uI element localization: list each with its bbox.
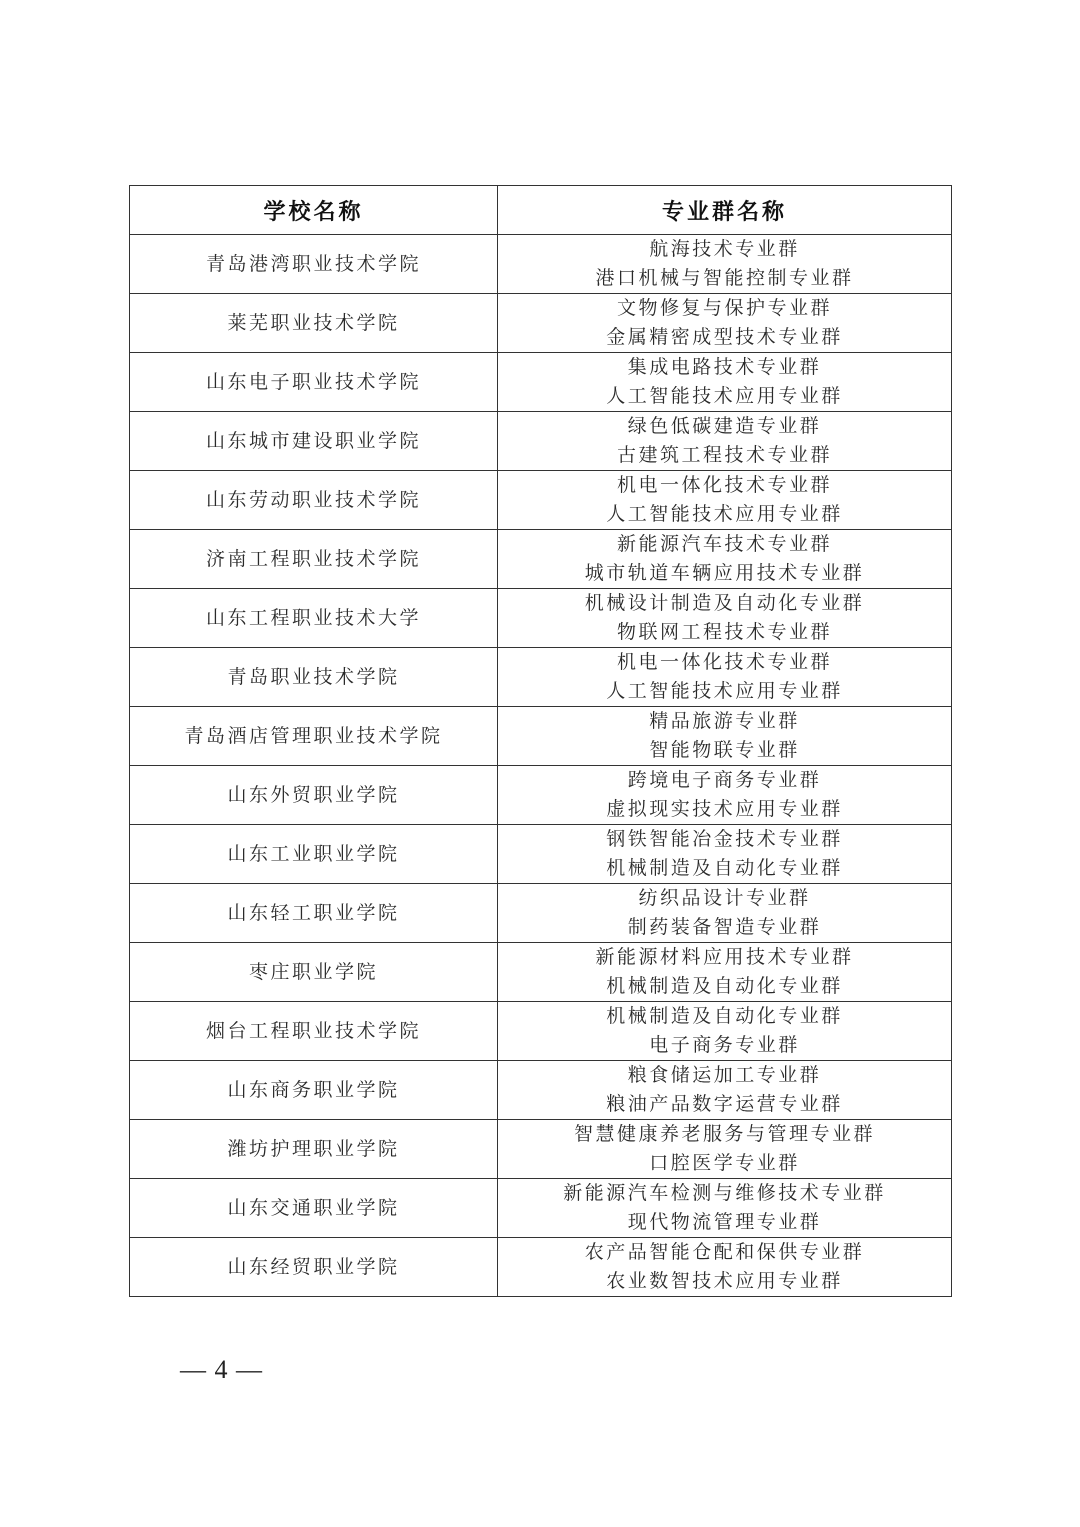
school-name-cell: 潍坊护理职业学院 (130, 1120, 498, 1179)
school-name-cell: 枣庄职业学院 (130, 943, 498, 1002)
school-group-table (129, 185, 952, 1297)
group-name-line: 纺织品设计专业群 (638, 887, 811, 909)
table-row (130, 235, 952, 294)
table-row (130, 1120, 952, 1179)
school-name-cell: 山东经贸职业学院 (130, 1238, 498, 1297)
group-name-line: 航海技术专业群 (649, 238, 800, 260)
group-name-cell (498, 766, 952, 825)
group-name-line: 人工智能技术应用专业群 (606, 385, 843, 407)
group-name-line: 新能源汽车检测与维修技术专业群 (563, 1182, 886, 1204)
group-name-line: 机电一体化技术专业群 (616, 651, 832, 673)
group-name-line: 金属精密成型技术专业群 (606, 326, 843, 348)
group-name-cell (498, 294, 952, 353)
group-name-line: 机电一体化技术专业群 (616, 474, 832, 496)
table-row (130, 707, 952, 766)
group-name-cell (498, 707, 952, 766)
group-name-line: 机械设计制造及自动化专业群 (584, 592, 865, 614)
group-name-line: 农业数智技术应用专业群 (606, 1270, 843, 1292)
group-name-cell (498, 412, 952, 471)
table-row (130, 1061, 952, 1120)
group-name-line: 机械制造及自动化专业群 (606, 1005, 843, 1027)
table-header-row (130, 186, 952, 235)
group-name-line: 农产品智能仓配和保供专业群 (584, 1241, 865, 1263)
page-number: — 4 — (180, 1355, 263, 1384)
group-name-line: 制药装备智造专业群 (627, 916, 822, 938)
school-name-cell: 烟台工程职业技术学院 (130, 1002, 498, 1061)
table-body (130, 235, 952, 1297)
school-name-cell: 山东轻工职业学院 (130, 884, 498, 943)
school-name-cell: 济南工程职业技术学院 (130, 530, 498, 589)
table-row (130, 589, 952, 648)
school-name-header: 学校名称 (130, 186, 498, 235)
school-name-cell: 山东商务职业学院 (130, 1061, 498, 1120)
group-name-line: 口腔医学专业群 (649, 1152, 800, 1174)
table-row (130, 943, 952, 1002)
group-name-line: 文物修复与保护专业群 (616, 297, 832, 319)
group-name-line: 城市轨道车辆应用技术专业群 (584, 562, 865, 584)
group-name-line: 现代物流管理专业群 (627, 1211, 822, 1233)
group-name-line: 人工智能技术应用专业群 (606, 680, 843, 702)
table-row (130, 471, 952, 530)
group-name-line: 智能物联专业群 (649, 739, 800, 761)
group-name-cell (498, 530, 952, 589)
group-name-cell (498, 1179, 952, 1238)
school-name-cell: 山东外贸职业学院 (130, 766, 498, 825)
table-row (130, 353, 952, 412)
group-name-line: 港口机械与智能控制专业群 (595, 267, 854, 289)
group-name-line: 绿色低碳建造专业群 (627, 415, 822, 437)
group-name-cell (498, 1002, 952, 1061)
school-name-cell: 青岛港湾职业技术学院 (130, 235, 498, 294)
group-name-cell (498, 1120, 952, 1179)
table-row (130, 825, 952, 884)
school-name-cell: 山东工业职业学院 (130, 825, 498, 884)
group-name-line: 粮食储运加工专业群 (627, 1064, 822, 1086)
table-row (130, 1179, 952, 1238)
school-name-cell: 青岛职业技术学院 (130, 648, 498, 707)
group-name-line: 古建筑工程技术专业群 (616, 444, 832, 466)
group-name-line: 新能源汽车技术专业群 (616, 533, 832, 555)
table-row (130, 884, 952, 943)
table-row (130, 648, 952, 707)
table-row (130, 1002, 952, 1061)
group-name-line: 跨境电子商务专业群 (627, 769, 822, 791)
group-name-line: 粮油产品数字运营专业群 (606, 1093, 843, 1115)
group-name-cell (498, 1238, 952, 1297)
group-name-cell (498, 471, 952, 530)
group-name-cell (498, 943, 952, 1002)
group-name-line: 电子商务专业群 (649, 1034, 800, 1056)
group-name-cell (498, 235, 952, 294)
table-row (130, 766, 952, 825)
group-name-line: 集成电路技术专业群 (627, 356, 822, 378)
group-name-cell (498, 1061, 952, 1120)
group-name-line: 钢铁智能冶金技术专业群 (606, 828, 843, 850)
group-name-line: 机械制造及自动化专业群 (606, 975, 843, 997)
group-name-cell (498, 589, 952, 648)
group-name-cell (498, 825, 952, 884)
school-name-cell: 山东交通职业学院 (130, 1179, 498, 1238)
group-name-cell (498, 648, 952, 707)
school-name-cell: 山东工程职业技术大学 (130, 589, 498, 648)
group-name-line: 精品旅游专业群 (649, 710, 800, 732)
table-row (130, 530, 952, 589)
school-name-cell: 青岛酒店管理职业技术学院 (130, 707, 498, 766)
group-name-line: 新能源材料应用技术专业群 (595, 946, 854, 968)
group-name-cell (498, 353, 952, 412)
school-name-cell: 莱芜职业技术学院 (130, 294, 498, 353)
table-row (130, 294, 952, 353)
group-name-line: 智慧健康养老服务与管理专业群 (573, 1123, 875, 1145)
group-name-line: 虚拟现实技术应用专业群 (606, 798, 843, 820)
school-name-cell: 山东劳动职业技术学院 (130, 471, 498, 530)
group-name-cell (498, 884, 952, 943)
table-row (130, 412, 952, 471)
table-row (130, 1238, 952, 1297)
group-name-line: 机械制造及自动化专业群 (606, 857, 843, 879)
school-name-cell: 山东城市建设职业学院 (130, 412, 498, 471)
school-name-cell: 山东电子职业技术学院 (130, 353, 498, 412)
group-name-line: 人工智能技术应用专业群 (606, 503, 843, 525)
group-name-header: 专业群名称 (498, 186, 952, 235)
group-name-line: 物联网工程技术专业群 (616, 621, 832, 643)
